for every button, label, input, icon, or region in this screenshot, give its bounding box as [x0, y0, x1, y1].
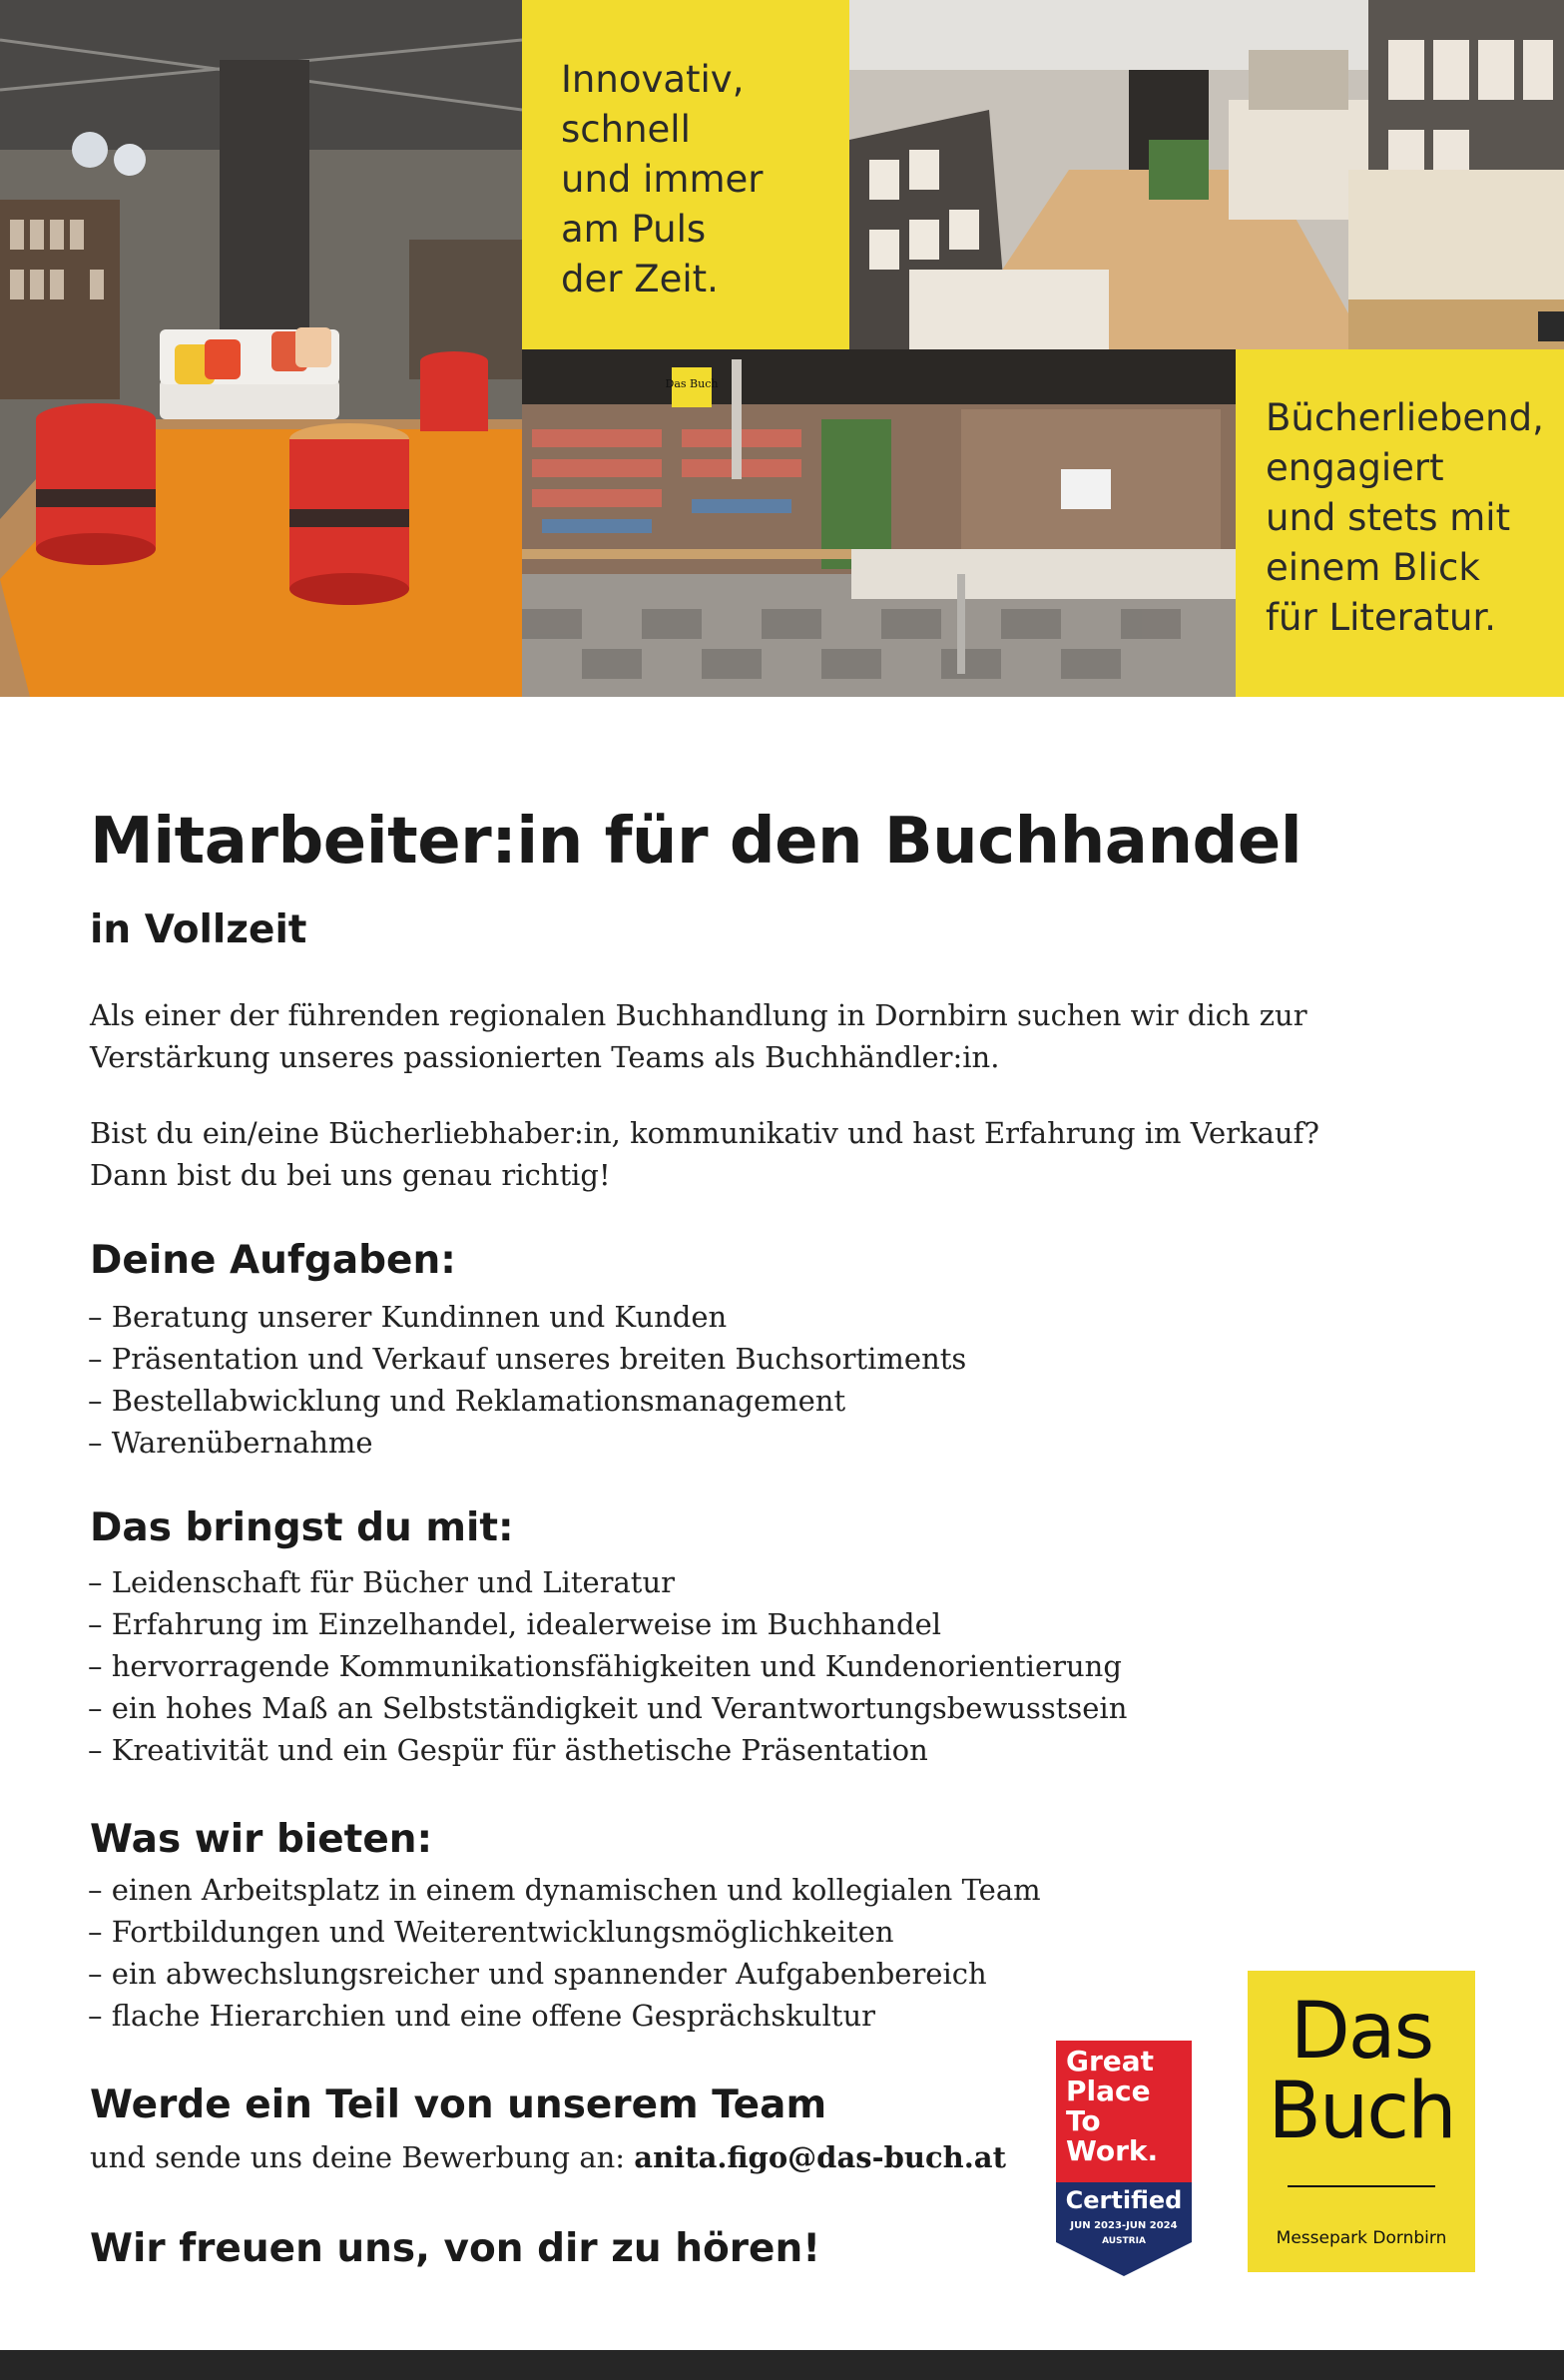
photo-store-interior	[849, 0, 1564, 349]
gptw-line: Work.	[1066, 2134, 1159, 2167]
intro-paragraph-2	[90, 1112, 1487, 1196]
intro-paragraph-2-line-1: Bist du ein/eine Bücherliebhaber:in, kommunikativ und hast Erfahrung im Verkauf?	[90, 1116, 1319, 1150]
tagline-2-line: Bücherliebend,	[1266, 396, 1544, 439]
tagline-2-line: einem Blick	[1266, 546, 1480, 589]
cta-text-label: und sende uns deine Bewerbung an:	[90, 2140, 635, 2174]
tagline-1	[561, 55, 764, 304]
list-item: – ein hohes Maß an Selbstständigkeit und Verantwortungsbewusstsein	[88, 1687, 1127, 1729]
offer-heading: Was wir bieten:	[90, 1817, 433, 1862]
list-item: – hervorragende Kommunikationsfähigkeiten und Kundenorientierung	[88, 1645, 1127, 1687]
store-sign-logo: Das Buch	[665, 377, 719, 390]
logo-location: Messepark Dornbirn	[1276, 2228, 1447, 2248]
photo-lounge	[0, 0, 522, 697]
cta-heading: Werde ein Teil von unserem Team	[90, 2082, 827, 2127]
requirements-list	[88, 1561, 1127, 1771]
intro-paragraph-1: Als einer der führenden regionalen Buchhandlung in Dornbirn suchen wir dich zur Verstärkung unseres passionierten Teams als Buchhändler:in.	[90, 998, 1307, 1074]
tagline-1-line: am Puls	[561, 208, 707, 251]
list-item: – flache Hierarchien und eine offene Gesprächskultur	[88, 1995, 1041, 2037]
tagline-1-line: Innovativ,	[561, 58, 745, 101]
list-item: – Kreativität und ein Gespür für ästhetische Präsentation	[88, 1729, 1127, 1771]
gptw-period: JUN 2023-JUN 2024	[1070, 2220, 1178, 2231]
list-item: – Präsentation und Verkauf unseres breiten Buchsortiments	[88, 1338, 966, 1380]
tagline-1-line: und immer	[561, 158, 764, 201]
gptw-country: AUSTRIA	[1102, 2236, 1146, 2246]
das-buch-logo	[1248, 1971, 1475, 2272]
offer-list	[88, 1869, 1041, 2037]
gptw-line: Place	[1066, 2075, 1151, 2107]
tasks-list	[88, 1296, 966, 1464]
list-item: – Erfahrung im Einzelhandel, idealerweise im Buchhandel	[88, 1603, 1127, 1645]
list-item: – Leidenschaft für Bücher und Literatur	[88, 1561, 1127, 1603]
list-item: – ein abwechslungsreicher und spannender Aufgabenbereich	[88, 1953, 1041, 1995]
photo-store-front	[522, 349, 1236, 697]
job-subtitle: in Vollzeit	[90, 907, 307, 952]
intro-paragraph-2-line-2: Dann bist du bei uns genau richtig!	[90, 1158, 611, 1192]
tagline-1-line: der Zeit.	[561, 258, 719, 300]
list-item: – Bestellabwicklung und Reklamationsmanagement	[88, 1380, 966, 1422]
gptw-line: To	[1066, 2104, 1101, 2137]
logo-word-das: Das	[1290, 1987, 1433, 2077]
job-title: Mitarbeiter:in für den Buchhandel	[90, 805, 1303, 879]
gptw-certified: Certified	[1065, 2186, 1183, 2214]
logo-word-buch: Buch	[1268, 2067, 1455, 2156]
closing-line: Wir freuen uns, von dir zu hören!	[90, 2226, 821, 2271]
gptw-line: Great	[1066, 2045, 1155, 2078]
list-item: – Beratung unserer Kundinnen und Kunden	[88, 1296, 966, 1338]
great-place-to-work-badge	[1056, 2041, 1192, 2276]
tasks-heading: Deine Aufgaben:	[90, 1238, 456, 1283]
tagline-2-line: für Literatur.	[1266, 596, 1497, 639]
list-item: – Warenübernahme	[88, 1422, 966, 1464]
logo-divider	[1288, 2185, 1435, 2187]
requirements-heading: Das bringst du mit:	[90, 1505, 514, 1550]
bottom-bar	[0, 2350, 1564, 2380]
tagline-2-line: engagiert	[1266, 446, 1444, 489]
tagline-1-line: schnell	[561, 108, 691, 151]
list-item: – Fortbildungen und Weiterentwicklungsmöglichkeiten	[88, 1911, 1041, 1953]
gptw-wordmark	[1066, 2047, 1158, 2166]
list-item: – einen Arbeitsplatz in einem dynamischen und kollegialen Team	[88, 1869, 1041, 1911]
application-email-link[interactable]: anita.figo@das-buch.at	[634, 2140, 1006, 2174]
tagline-2-line: und stets mit	[1266, 496, 1511, 539]
tagline-2	[1266, 393, 1544, 643]
